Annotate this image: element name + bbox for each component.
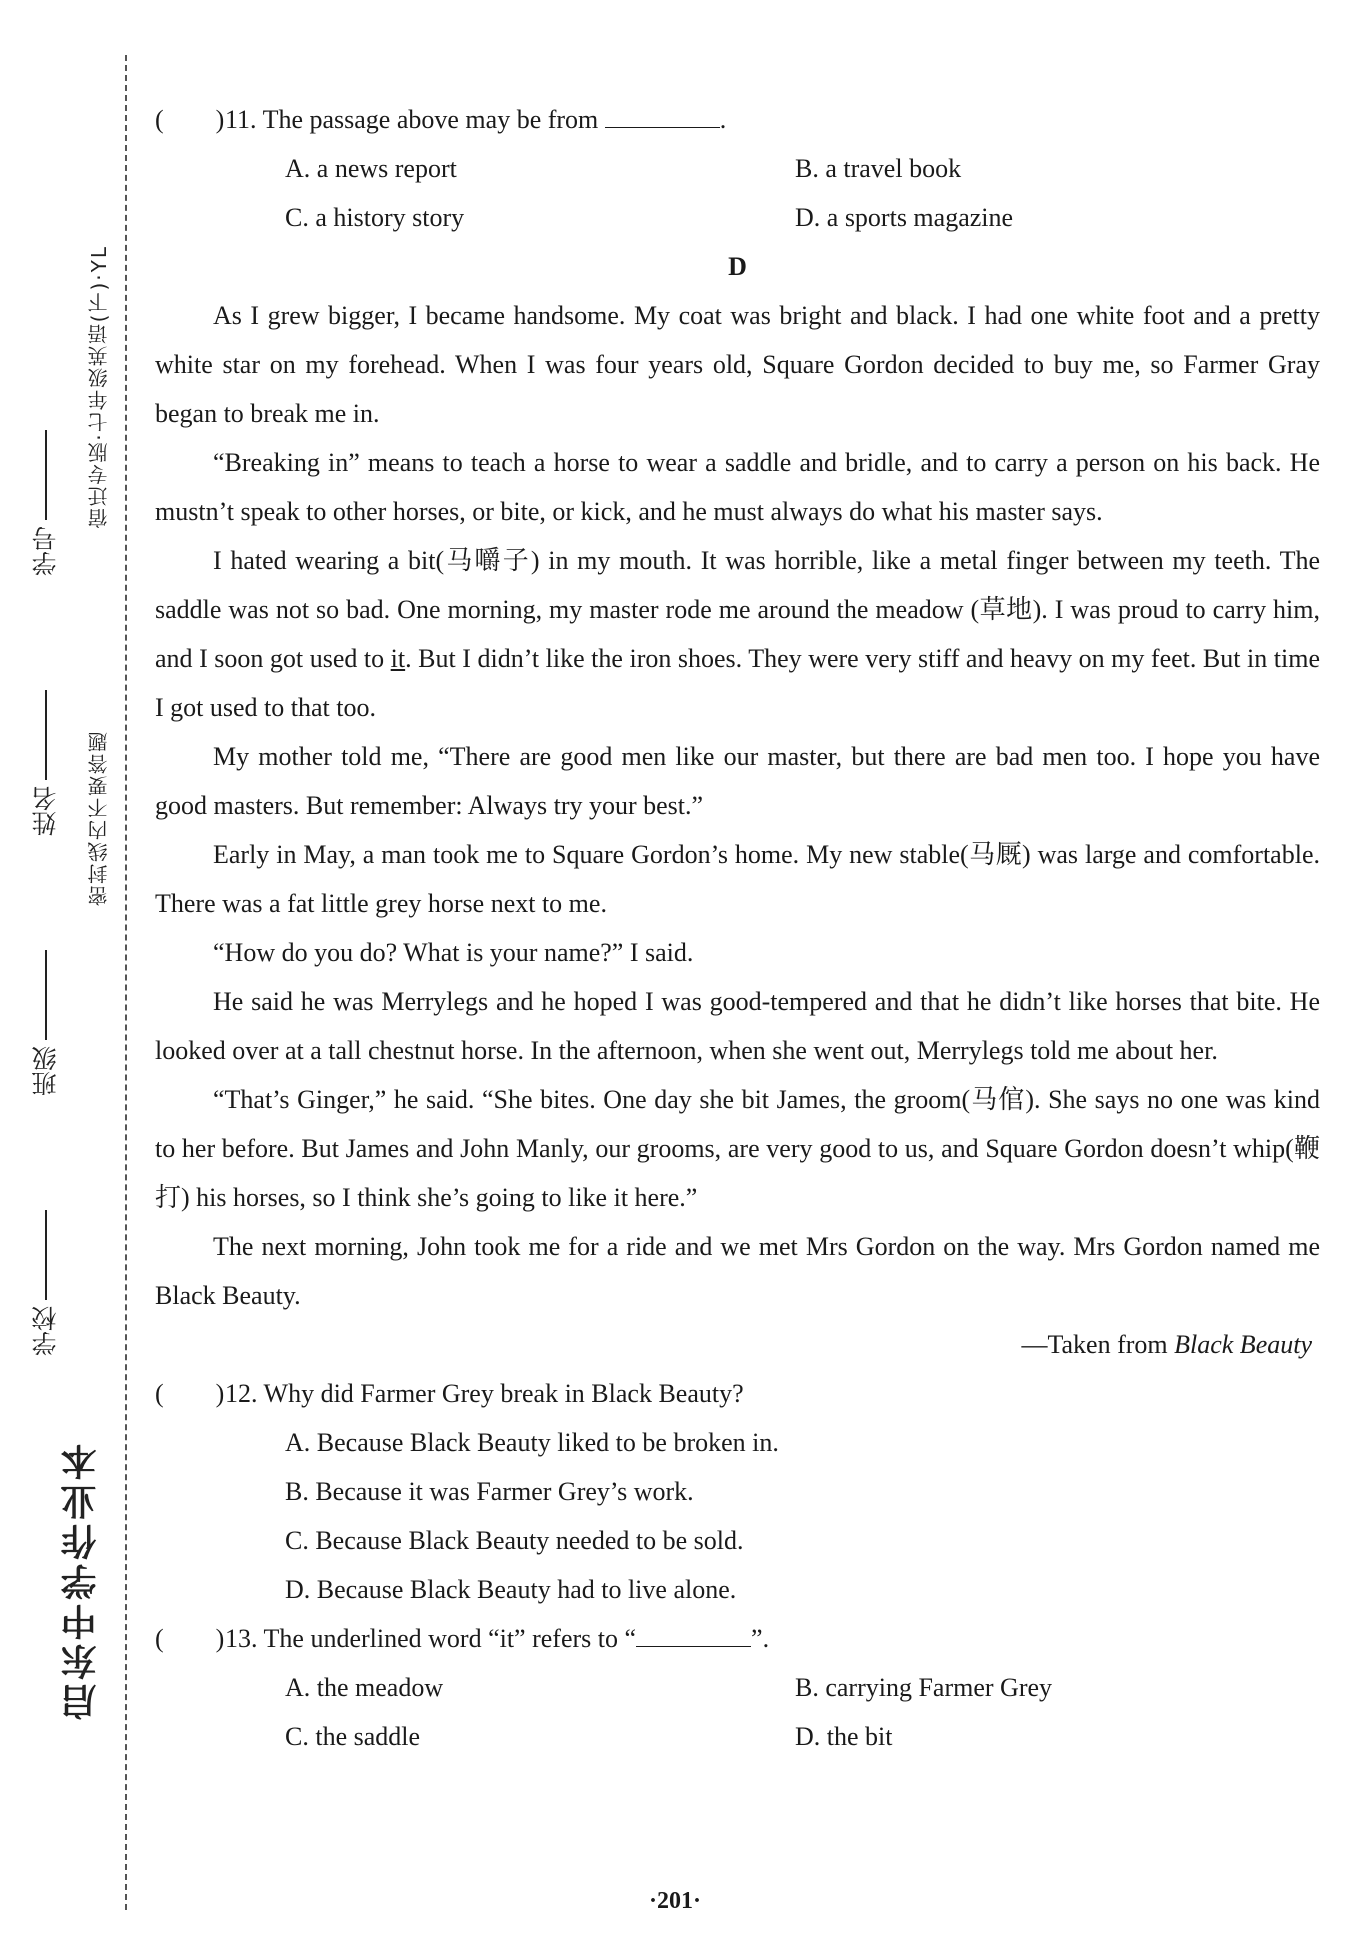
- answer-bracket[interactable]: ( ): [155, 1379, 225, 1408]
- name-field: [28, 690, 64, 836]
- underlined-word: it: [390, 644, 406, 673]
- paragraph: “That’s Ginger,” he said. “She bites. One day she bit James, the groom(马倌). She says no one was kind to her before. But James and John Manly, our grooms, are very good to us, and Square Gordon doesn’t whip(鞭打) his horses, so I think she’s going to like it here.”: [155, 1085, 1320, 1212]
- page-number: ·201·: [648, 1888, 701, 1914]
- option-d[interactable]: D. a sports magazine: [795, 203, 1014, 232]
- book-title: Black Beauty: [1174, 1330, 1312, 1359]
- name-label: 姓名: [31, 786, 60, 836]
- option-d[interactable]: D. the bit: [795, 1722, 893, 1751]
- paragraph: “Breaking in” means to teach a horse to wear a saddle and bridle, and to carry a person on his back. He mustn’t speak to other horses, or bite, or kick, and he must always do what his master says.: [155, 448, 1320, 526]
- class-label: 班级: [31, 1046, 60, 1096]
- page-content: [155, 95, 1320, 1761]
- name-blank[interactable]: [45, 690, 47, 780]
- question-12: [155, 1369, 1320, 1418]
- question-end: ”.: [751, 1624, 770, 1653]
- source-attribution: [155, 1320, 1320, 1369]
- class-blank[interactable]: [45, 950, 47, 1040]
- option-a[interactable]: A. a news report: [285, 154, 457, 183]
- paragraph: “How do you do? What is your name?” I said.: [213, 938, 694, 967]
- paragraph: [155, 536, 1320, 732]
- paragraph: As I grew bigger, I became handsome. My coat was bright and black. I had one white foot and a pretty white star on my forehead. When I was four years old, Square Gordon decided to buy me, so Farmer Gray began to break me in.: [155, 301, 1320, 428]
- question-11: [155, 95, 1320, 144]
- question-end: .: [719, 105, 727, 134]
- option-d[interactable]: D. Because Black Beauty had to live alone.: [285, 1575, 737, 1604]
- section-heading: D: [728, 252, 747, 281]
- seal-note: 密封线内不要答题: [87, 730, 111, 906]
- option-b[interactable]: B. a travel book: [795, 154, 962, 183]
- student-id-blank[interactable]: [45, 430, 47, 520]
- paragraph: He said he was Merrylegs and he hoped I was good-tempered and that he didn’t like horses that bite. He looked over at a tall chestnut horse. In the afternoon, when she went out, Merrylegs told me about her.: [155, 987, 1320, 1065]
- paragraph: The next morning, John took me for a ride and we met Mrs Gordon on the way. Mrs Gordon named me Black Beauty.: [155, 1232, 1320, 1310]
- question-11-options: [155, 144, 1320, 242]
- seal-dashed-line: [125, 55, 127, 1910]
- option-c[interactable]: C. Because Black Beauty needed to be sold.: [285, 1526, 744, 1555]
- answer-blank: [636, 1622, 751, 1647]
- paragraph: Early in May, a man took me to Square Gordon’s home. My new stable(马厩) was large and comfortable. There was a fat little grey horse next to me.: [155, 840, 1320, 918]
- question-stem: 13. The underlined word “it” refers to “: [225, 1624, 637, 1653]
- option-b[interactable]: B. carrying Farmer Grey: [795, 1673, 1053, 1702]
- paragraph: My mother told me, “There are good men like our master, but there are bad men too. I hope you have good masters. But remember: Always try your best.”: [155, 742, 1320, 820]
- class-field: [28, 950, 64, 1096]
- school-label: 学校: [31, 1306, 60, 1356]
- paragraph-text: I hated wearing a bit(马嚼子) in my mouth. It was horrible, like a metal finger between my teeth. The saddle was not so bad. One morning, my master rode me around the meadow (草地). I was proud to carry him, and I soon got used to: [155, 546, 1320, 673]
- option-a[interactable]: A. Because Black Beauty liked to be broken in.: [285, 1428, 779, 1457]
- school-field: [28, 1210, 64, 1356]
- question-12-options: [155, 1418, 1320, 1614]
- answer-blank: [605, 103, 720, 128]
- school-workbook-title: 启东中学作业本: [61, 1440, 102, 1720]
- paragraph-text: . But I didn’t like the iron shoes. They were very stiff and heavy on my feet. But in time I got used to that too.: [155, 644, 1321, 722]
- option-a[interactable]: A. the meadow: [285, 1673, 444, 1702]
- question-stem: 11. The passage above may be from: [225, 105, 599, 134]
- attribution-prefix: —Taken from: [1021, 1330, 1168, 1359]
- school-blank[interactable]: [45, 1210, 47, 1300]
- option-c[interactable]: C. a history story: [285, 203, 465, 232]
- answer-bracket[interactable]: ( ): [155, 1624, 225, 1653]
- question-stem: 12. Why did Farmer Grey break in Black Beauty?: [225, 1379, 744, 1408]
- question-13: [155, 1614, 1320, 1663]
- student-id-label: 学号: [31, 526, 60, 576]
- answer-bracket[interactable]: ( ): [155, 105, 225, 134]
- edition-label: 宿迁专版·七年级英语(下)·YL: [87, 245, 111, 529]
- option-c[interactable]: C. the saddle: [285, 1722, 421, 1751]
- question-13-options: [155, 1663, 1320, 1761]
- option-b[interactable]: B. Because it was Farmer Grey’s work.: [285, 1477, 694, 1506]
- binding-margin: [0, 0, 150, 1948]
- student-id-field: [28, 430, 64, 576]
